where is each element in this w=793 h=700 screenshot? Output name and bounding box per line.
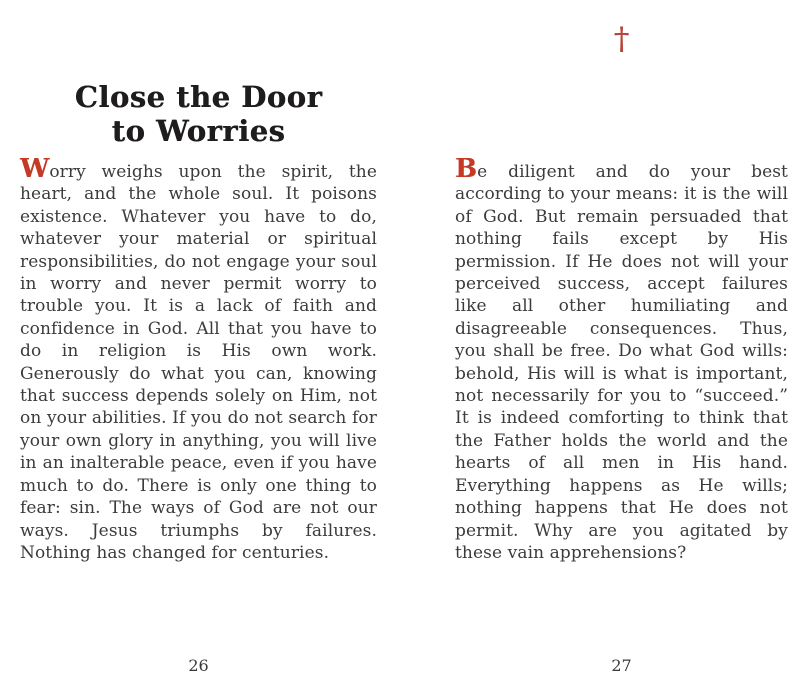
chapter-title-line-2: to Worries <box>111 114 286 148</box>
cross-icon: † <box>613 21 630 57</box>
left-body-text: orry weighs upon the spirit, the heart, and the whole soul. It poisons existence. Whatever you have to do, whatever your material or spiritual responsibilities, do not engage your soul in worry and never permit worry to trouble you. It is a lack of faith and confidence in God. All that you have to do in religion is His own work. Generously do what you can, knowing that success depends solely on Him, not on your abilities. If you do not search for your own glory in anything, you will live in an inalterable peace, even if you have much to do. There is only one thing to fear: sin. The ways of God are not our ways. Jesus triumphs by failures. Nothing has changed for centuries. <box>20 162 377 563</box>
left-drop-cap: W <box>20 154 50 184</box>
right-body-text: e diligent and do your best according to your means: it is the will of God. But remain persuaded that nothing fails except by His permission. If He does not will your perceived success, accept failures like all other humiliating and disagreeable consequences. Thus, you shall be free. Do what God wills: behold, His will is what is important, not necessarily for you to “succeed.” It is indeed comforting to think that the Father holds the world and the hearts of all men in His hand. Everything happens as He wills; nothing happens that He does not permit. Why are you agitated by these vain apprehensions? <box>455 162 788 563</box>
right-drop-cap: B <box>455 154 478 184</box>
right-page-number: 27 <box>611 656 632 675</box>
chapter-title <box>20 80 377 148</box>
chapter-title-line-1: Close the Door <box>74 80 323 114</box>
left-page-number: 26 <box>188 656 209 675</box>
right-page-body <box>455 154 788 564</box>
left-page-body <box>20 154 377 564</box>
